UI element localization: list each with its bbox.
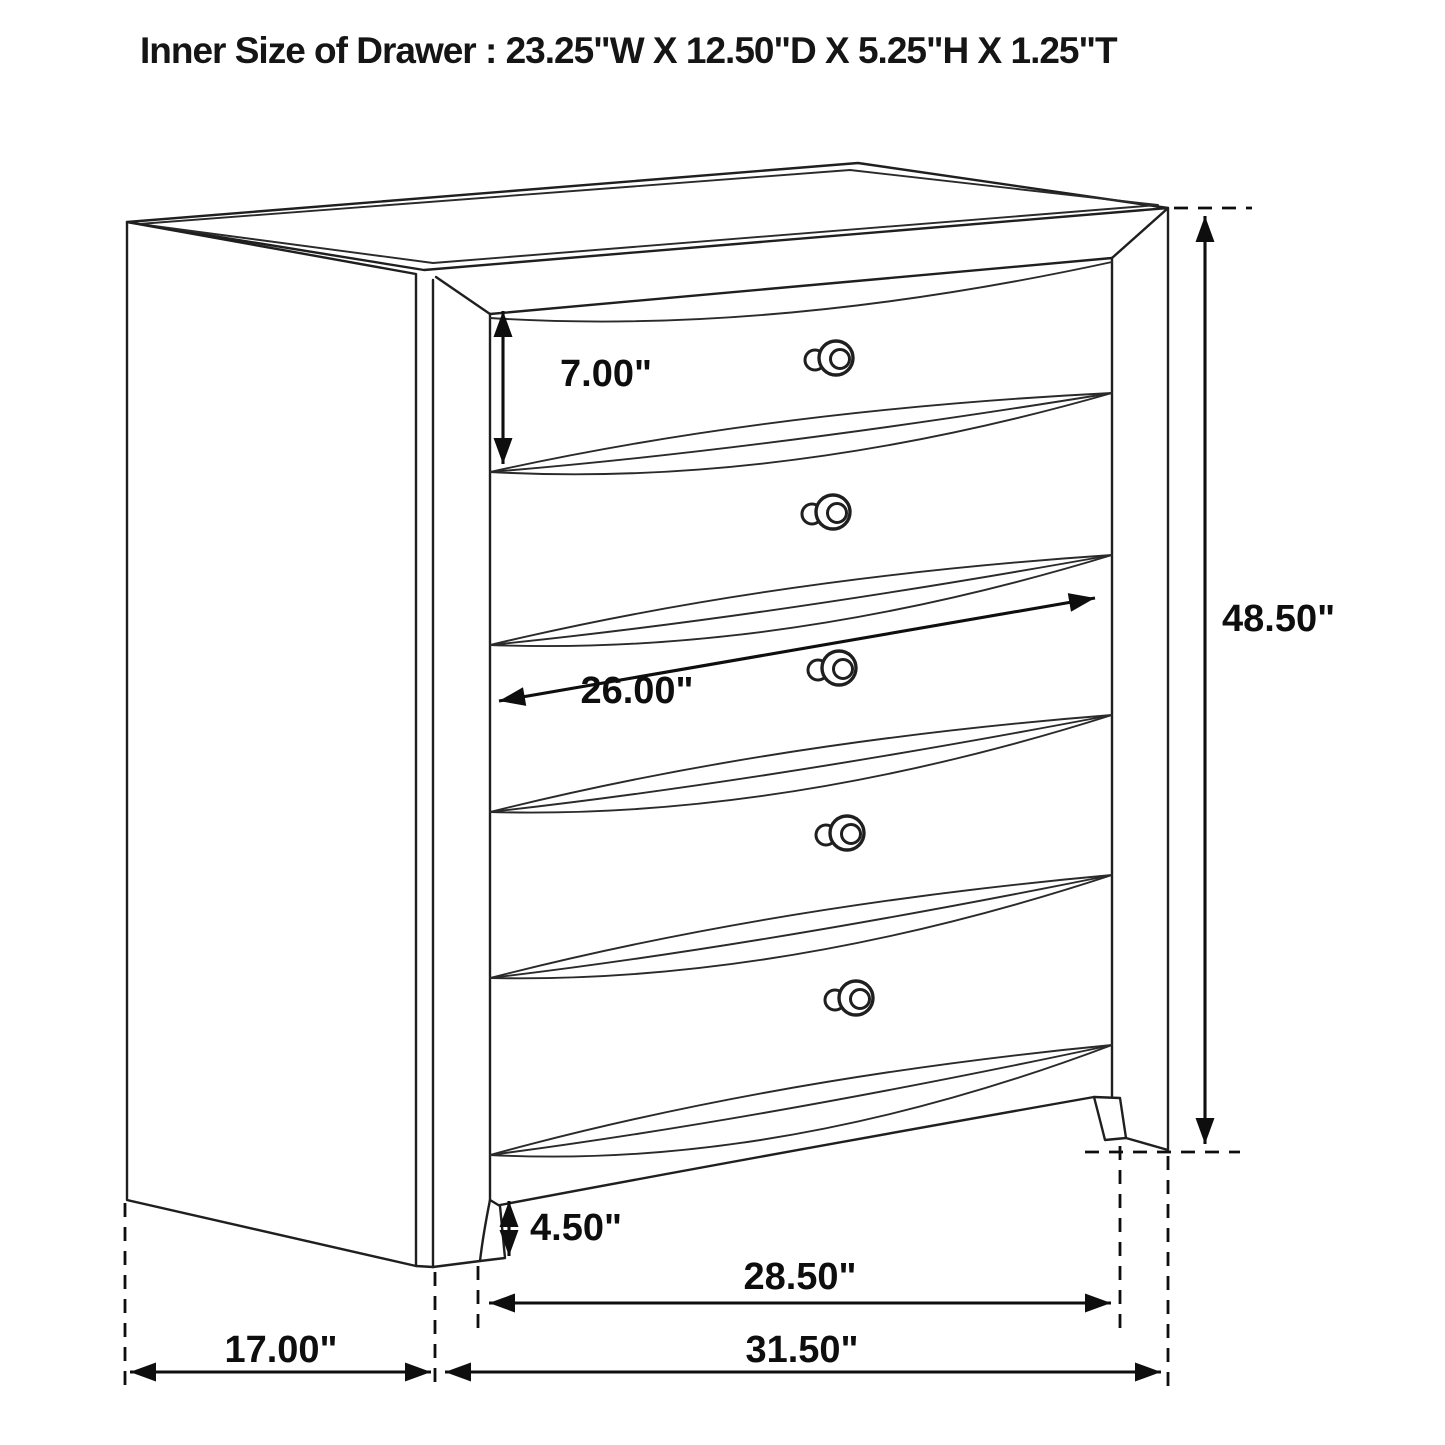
chest-drawing	[127, 163, 1168, 1267]
drawer-gap-1	[490, 393, 1112, 474]
dimension-guides	[125, 208, 1252, 1390]
label-overall-height: 48.50"	[1222, 598, 1336, 640]
label-front-inner-width: 28.50"	[743, 1256, 857, 1298]
drawer-gap-4	[490, 875, 1112, 978]
drawer-knob-icon-3	[808, 651, 856, 685]
label-foot-height: 4.50"	[530, 1207, 622, 1249]
chest-left-side-panel	[127, 222, 433, 1267]
label-side-depth: 17.00"	[224, 1329, 338, 1371]
label-overall-width: 31.50"	[745, 1329, 859, 1371]
drawer-gap-2	[490, 555, 1112, 646]
chest-face-frame	[436, 208, 1168, 1203]
label-drawer-front-width: 26.00"	[580, 670, 694, 712]
drawer-knob-icon-5	[825, 981, 873, 1015]
chest-right-foot	[1094, 1097, 1168, 1150]
label-top-drawer-height: 7.00"	[560, 353, 652, 395]
chest-bottom-rail	[490, 1045, 1112, 1205]
diagram-title: Inner Size of Drawer : 23.25"W X 12.50"D X 5.25"H X 1.25"T	[140, 30, 1117, 71]
drawer-knob-icon-1	[805, 341, 853, 375]
drawer-knob-icon-2	[802, 495, 850, 529]
drawer-1	[490, 262, 1112, 322]
chest-top-surface	[127, 163, 1168, 270]
drawer-knob-icon-4	[816, 816, 864, 850]
chest-left-foot	[433, 1200, 505, 1267]
drawer-gap-3	[490, 715, 1112, 813]
dimension-lines	[130, 216, 1205, 1372]
